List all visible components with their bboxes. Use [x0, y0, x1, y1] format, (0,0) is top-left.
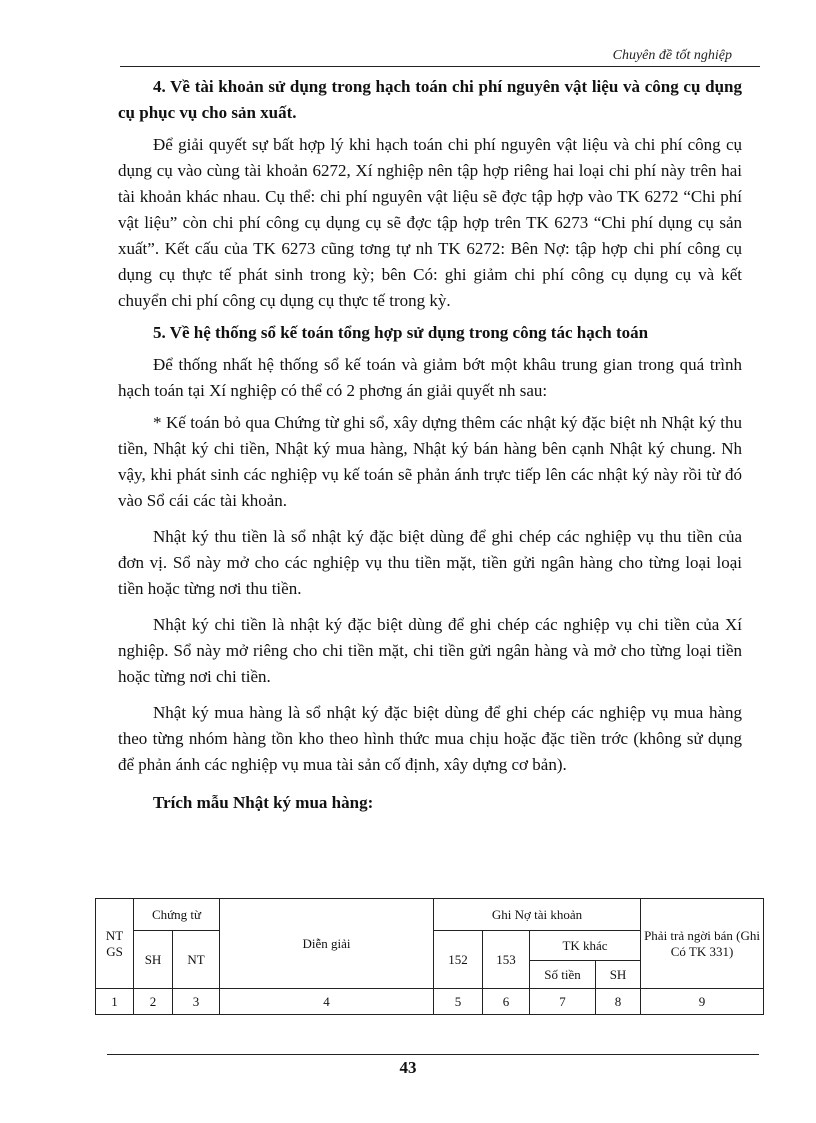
paragraph-unify: Để thống nhất hệ thống sổ kế toán và giảm bớt một khâu trung gian trong quá trình hạch toán tại Xí nghiệp có thể có 2 phơng án giải quyết nh sau:	[118, 355, 742, 400]
section-4-heading: 4. Về tài khoản sử dụng trong hạch toán chi phí nguyên vật liệu và công cụ dụng cụ phục vụ cho sản xuất.	[118, 77, 742, 122]
col-number: 8	[596, 989, 641, 1015]
page-number: 43	[399, 1058, 417, 1077]
col-sh-2: SH	[596, 961, 641, 989]
col-number: 7	[530, 989, 596, 1015]
col-tk-khac: TK khác	[530, 931, 641, 961]
paragraph-accounts: Để giải quyết sự bất hợp lý khi hạch toán chi phí nguyên vật liệu và chi phí công cụ dụng cụ vào cùng tài khoản 6272, Xí nghiệp nên tập hợp riêng hai loại chi phí này trên hai tài khoản khác nhau. Cụ thể: chi phí nguyên vật liệu sẽ đợc tập hợp vào TK 6272 “Chi phí vật liệu” còn chi phí công cụ dụng cụ sẽ đợc tập hợp trên TK 6273 “Chi phí dụng cụ sản xuất”. Kết cấu của TK 6273 cũng tơng tự nh TK 6272: Bên Nợ: tập hợp chi phí công cụ dụng cụ thực tế phát sinh trong kỳ; bên Có: ghi giảm chi phí công cụ dụng cụ và kết chuyển chi phí công cụ dụng cụ thực tế trong kỳ.	[118, 135, 742, 310]
paragraph-special-journals: * Kế toán bỏ qua Chứng từ ghi sổ, xây dựng thêm các nhật ký đặc biệt nh Nhật ký thu tiền, Nhật ký chi tiền, Nhật ký mua hàng, Nhật ký bán hàng bên cạnh Nhật ký chung. Nh vậy, khi phát sinh các nghiệp vụ kế toán sẽ phản ánh trực tiếp lên các nhật ký này rồi từ đó vào Sổ cái các tài khoản.	[118, 413, 742, 510]
col-153: 153	[483, 931, 530, 989]
col-number: 2	[134, 989, 173, 1015]
col-dien-giai: Diễn giải	[220, 899, 434, 989]
running-header: Chuyên đề tốt nghiệp	[612, 48, 732, 63]
purchase-journal-table	[95, 898, 764, 1015]
paragraph-cash-payments: Nhật ký chi tiền là nhật ký đặc biệt dùng để ghi chép các nghiệp vụ chi tiền của Xí nghiệp. Sổ này mở riêng cho chi tiền mặt, chi tiền gửi ngân hàng và mở cho từng loại tiền hoặc từng nơi chi tiền.	[118, 615, 742, 686]
col-chung-tu: Chứng từ	[134, 899, 220, 931]
col-nt: NT	[173, 931, 220, 989]
col-number: 5	[434, 989, 483, 1015]
col-number: 9	[641, 989, 764, 1015]
footer-divider	[107, 1054, 759, 1055]
col-ghi-no: Ghi Nợ tài khoản	[434, 899, 641, 931]
col-number: 4	[220, 989, 434, 1015]
paragraph-cash-receipts: Nhật ký thu tiền là sổ nhật ký đặc biệt dùng để ghi chép các nghiệp vụ thu tiền của đơn vị. Sổ này mở cho các nghiệp vụ thu tiền mặt, tiền gửi ngân hàng cho từng loại loại tiền hoặc từng nơi thu tiền.	[118, 527, 742, 598]
paragraph-purchases: Nhật ký mua hàng là sổ nhật ký đặc biệt dùng để ghi chép các nghiệp vụ mua hàng theo từng nhóm hàng tồn kho theo hình thức mua chịu hoặc đặc tiền trớc (không sử dụng để phản ánh các nghiệp vụ mua tài sản cố định, xây dựng cơ bản).	[118, 703, 742, 774]
header-divider	[120, 66, 760, 67]
col-so-tien: Số tiền	[530, 961, 596, 989]
col-number: 1	[96, 989, 134, 1015]
document-body	[118, 74, 742, 816]
section-5-heading: 5. Về hệ thống sổ kế toán tổng hợp sử dụng trong công tác hạch toán	[153, 323, 649, 342]
col-phai-tra: Phải trả ngời bán (Ghi Có TK 331)	[641, 899, 764, 989]
col-number: 6	[483, 989, 530, 1015]
col-ntgs: NT GS	[96, 899, 134, 989]
excerpt-label: Trích mẫu Nhật ký mua hàng:	[153, 793, 374, 812]
col-sh: SH	[134, 931, 173, 989]
col-152: 152	[434, 931, 483, 989]
col-number: 3	[173, 989, 220, 1015]
